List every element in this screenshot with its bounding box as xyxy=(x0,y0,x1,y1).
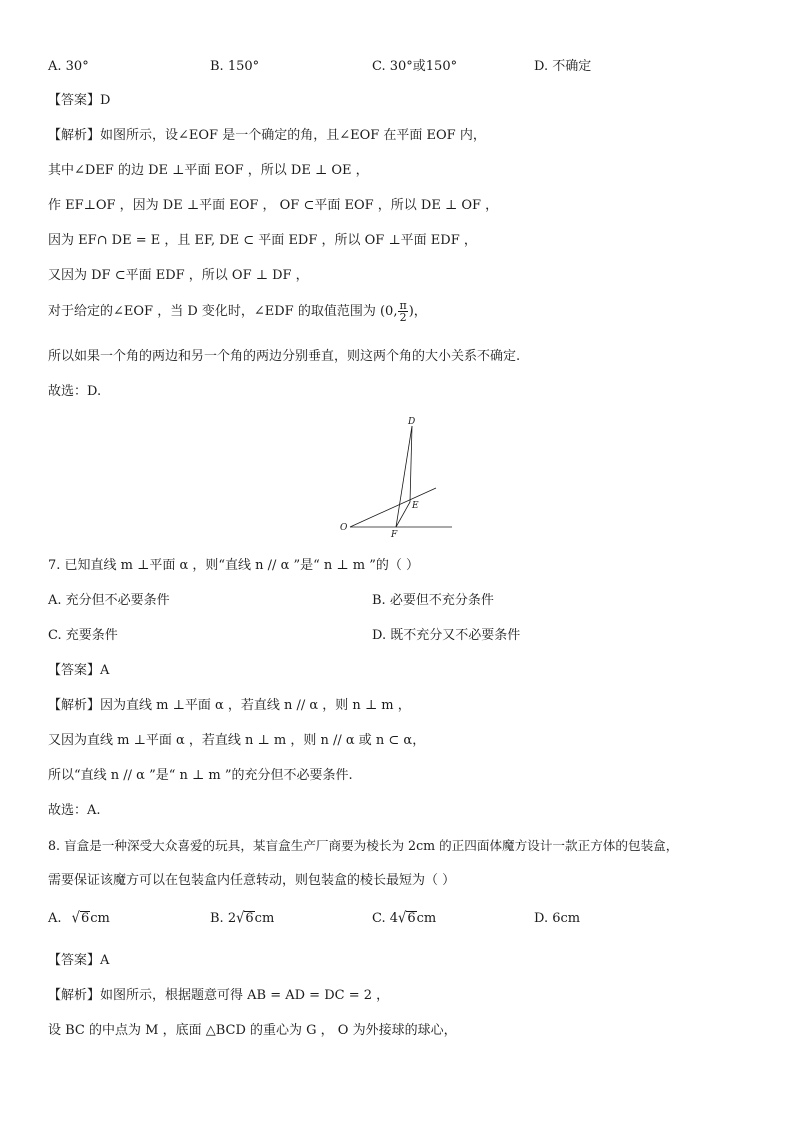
q6-analysis-line-5: 又因为 DF ⊂平面 EDF ，所以 OF ⊥ DF ， xyxy=(48,268,309,283)
q7-option-a: A. 充分但不必要条件 xyxy=(48,593,170,608)
q8-option-a-unit: cm xyxy=(90,911,110,926)
q8-stem-line-2: 需要保证该魔方可以在包装盒内任意转动，则包装盒的棱长最短为（ ） xyxy=(48,873,456,888)
pi-over-2-fraction xyxy=(398,300,407,323)
label-f: F xyxy=(391,530,398,540)
q7-option-c: C. 充要条件 xyxy=(48,628,118,643)
q8-option-c-unit: cm xyxy=(416,911,437,926)
q8-stem-line-1: 8. 盲盒是一种深受大众喜爱的玩具，某盲盒生产厂商要为棱长为 2cm 的正四面体魔方设计一款正方体的包装盒， xyxy=(48,838,679,853)
q8-option-a xyxy=(48,910,110,928)
q7-analysis-line-4: 故选：A. xyxy=(48,803,101,818)
q6-option-d: D. 不确定 xyxy=(534,59,592,74)
q7-option-b: B. 必要但不充分条件 xyxy=(372,593,494,608)
q8-analysis-line-1: 【解析】如图所示，根据题意可得 AB = AD = DC = 2 ， xyxy=(48,988,390,1003)
q6-analysis-line-3: 作 EF⊥OF ，因为 DE ⊥平面 EOF ， OF ⊂平面 EOF ，所以 DE ⊥ OF ， xyxy=(48,198,499,213)
q8-option-c xyxy=(372,910,436,928)
q8-option-c-label: C. 4 xyxy=(372,911,399,926)
q8-option-b xyxy=(210,910,274,928)
q8-analysis-line-2: 设 BC 的中点为 M ，底面 △BCD 的重心为 G ， O 为外接球的球心， xyxy=(48,1023,457,1038)
label-o: O xyxy=(340,523,348,533)
q7-analysis-line-2: 又因为直线 m ⊥平面 α ，若直线 n ⊥ m ，则 n // α 或 n ⊂ α， xyxy=(48,733,426,748)
q6-option-b: B. 150° xyxy=(210,59,260,74)
q6-analysis-line-7: 所以如果一个角的两边和另一个角的两边分别垂直，则这两个角的大小关系不确定. xyxy=(48,349,521,364)
q6-analysis-line-6 xyxy=(48,300,427,323)
label-e: E xyxy=(412,501,419,511)
q6-range-prefix: 对于给定的∠EOF ，当 D 变化时，∠EDF 的取值范围为 (0, xyxy=(48,304,398,319)
q7-analysis-line-1: 【解析】因为直线 m ⊥平面 α ，若直线 n // α ，则 n ⊥ m ， xyxy=(48,698,411,713)
geometry-figure xyxy=(330,412,460,540)
q8-option-a-label: A. xyxy=(48,911,62,926)
q8-option-d: D. 6cm xyxy=(534,911,581,926)
sqrt-icon: √ xyxy=(236,909,245,928)
q7-analysis-line-3: 所以“直线 n // α ”是“ n ⊥ m ”的充分但不必要条件. xyxy=(48,768,353,783)
q8-option-c-radicand: 6 xyxy=(407,911,416,926)
q7-answer: 【答案】A xyxy=(48,663,110,678)
q6-range-suffix: )， xyxy=(408,304,427,319)
q7-option-d: D. 既不充分又不必要条件 xyxy=(372,628,521,643)
label-d: D xyxy=(408,417,416,427)
q7-stem: 7. 已知直线 m ⊥平面 α ，则“直线 n // α ”是“ n ⊥ m ”的（ ） xyxy=(48,558,420,573)
q6-analysis-line-2: 其中∠DEF 的边 DE ⊥平面 EOF ，所以 DE ⊥ OE ， xyxy=(48,163,369,178)
q8-answer: 【答案】A xyxy=(48,953,110,968)
q6-answer: 【答案】D xyxy=(48,93,111,108)
fraction-numerator: π xyxy=(399,299,407,312)
q6-analysis-line-1: 【解析】如图所示，设∠EOF 是一个确定的角，且∠EOF 在平面 EOF 内， xyxy=(48,128,486,143)
q8-option-b-label: B. 2 xyxy=(210,911,237,926)
q8-option-b-radicand: 6 xyxy=(245,911,254,926)
sqrt-icon: √ xyxy=(71,909,80,928)
q6-option-a: A. 30° xyxy=(48,59,89,74)
line-o-ray-slant xyxy=(350,488,436,527)
q6-analysis-line-8: 故选：D. xyxy=(48,384,102,399)
sqrt-icon: √ xyxy=(398,909,407,928)
segment-df xyxy=(396,426,412,527)
q6-analysis-line-4: 因为 EF∩ DE = E ，且 EF, DE ⊂ 平面 EDF ，所以 OF ⊥平面 EDF ， xyxy=(48,233,477,248)
q8-option-b-unit: cm xyxy=(254,911,275,926)
q6-option-c: C. 30°或150° xyxy=(372,59,458,74)
fraction-denominator: 2 xyxy=(399,311,407,324)
q8-option-a-radicand: 6 xyxy=(80,911,90,926)
